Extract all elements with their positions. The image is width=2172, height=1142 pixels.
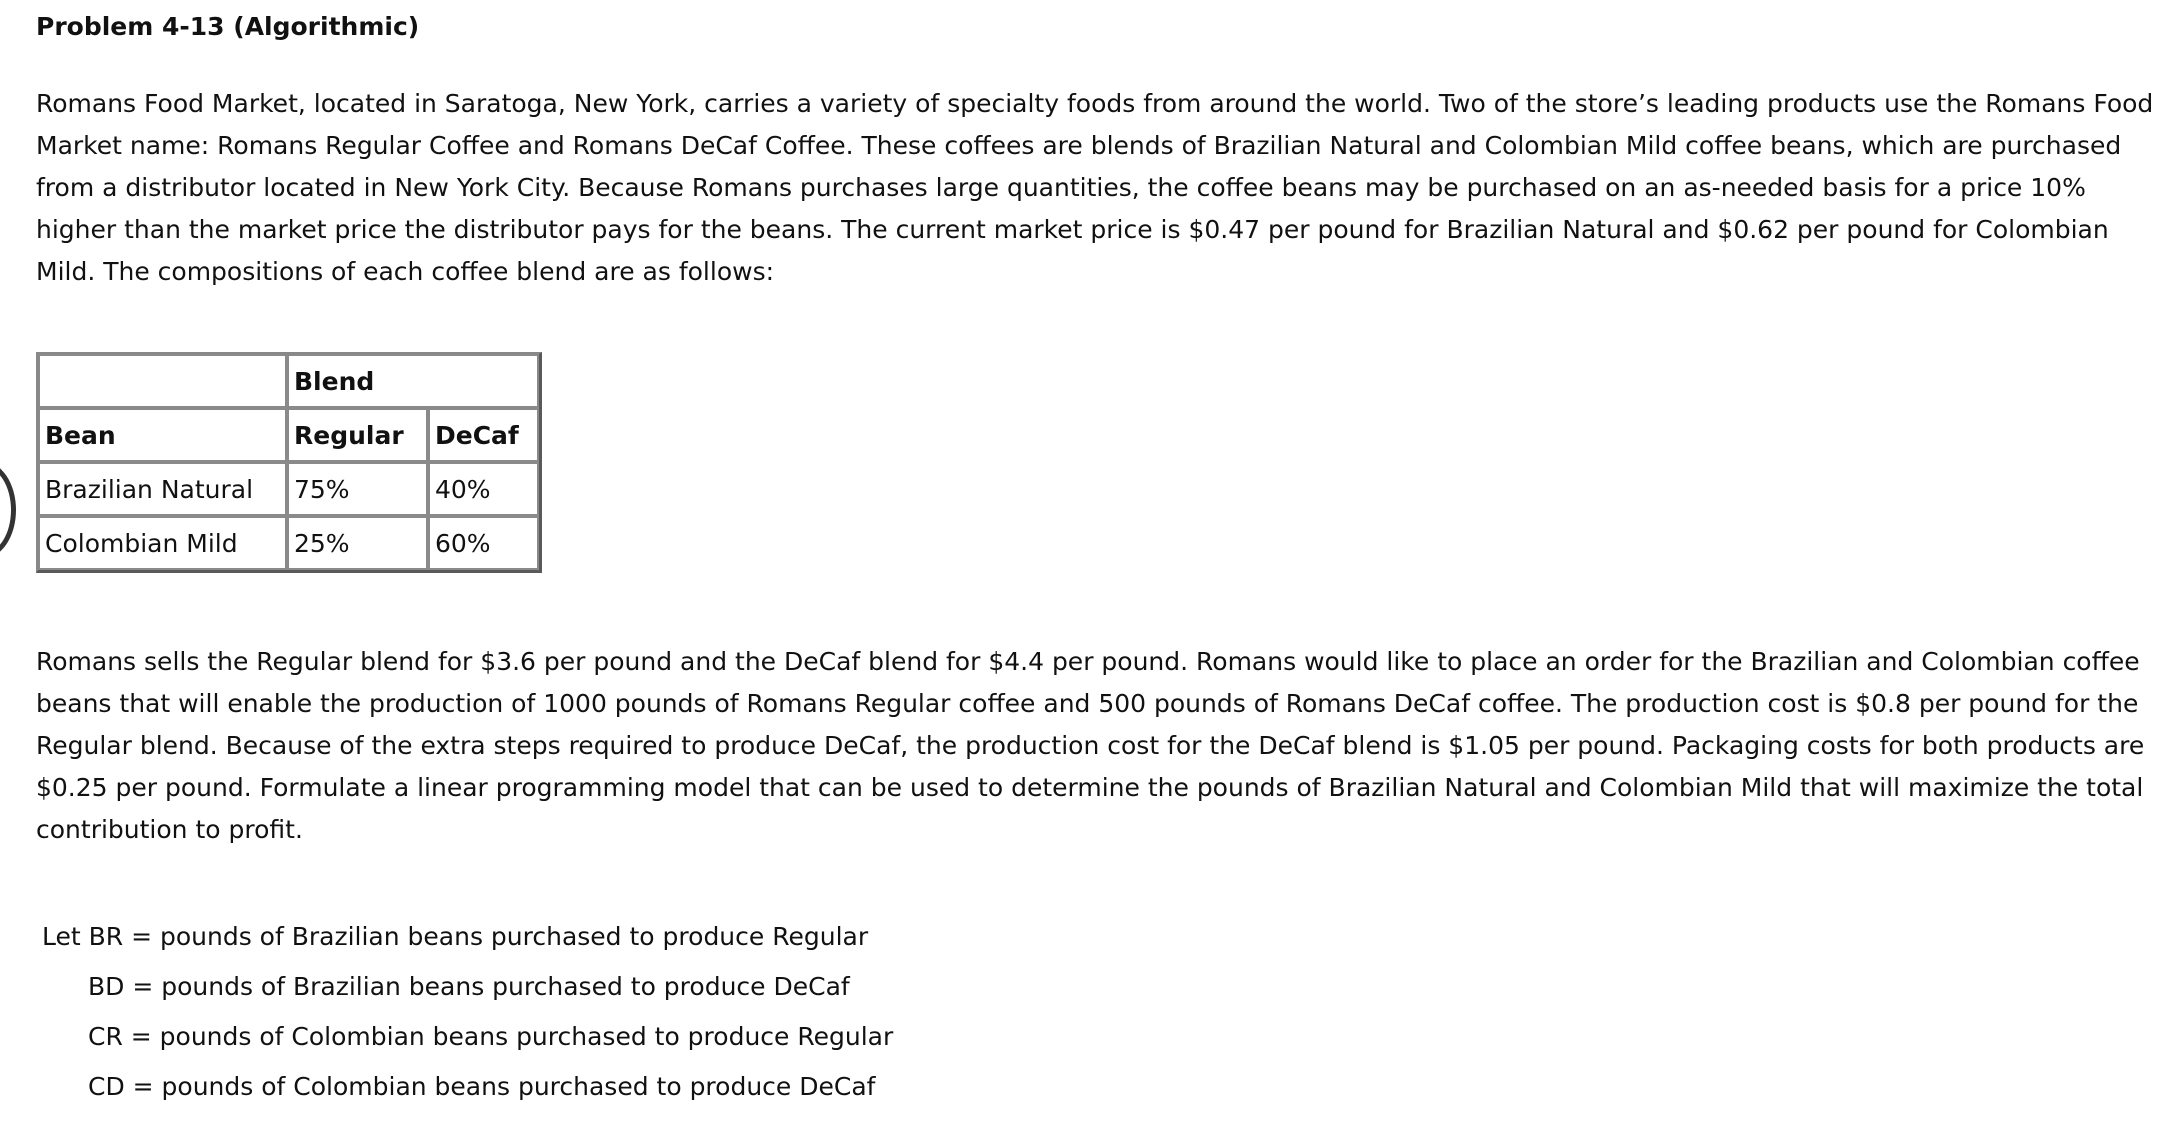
table-group-header: Blend (287, 354, 539, 408)
table-cell-bean: Brazilian Natural (38, 462, 287, 516)
table-cell-bean: Colombian Mild (38, 516, 287, 570)
table-header-decaf: DeCaf (428, 408, 539, 462)
table-cell-regular: 75% (287, 462, 428, 516)
table-cell-decaf: 40% (428, 462, 539, 516)
definition-cd: CD = pounds of Colombian beans purchased to produce DeCaf (88, 1072, 876, 1101)
definition-br: Let BR = pounds of Brazilian beans purchased to produce Regular (42, 922, 869, 951)
table-row-headers (38, 408, 539, 462)
table-corner-cell (38, 354, 287, 408)
definition-bd: BD = pounds of Brazilian beans purchased to produce DeCaf (88, 972, 850, 1001)
table-cell-decaf: 60% (428, 516, 539, 570)
table-row (38, 462, 539, 516)
second-paragraph: Romans sells the Regular blend for $3.6 per pound and the DeCaf blend for $4.4 per pound. Romans would like to place an order for the Brazilian and Colombian coffee beans that will enable the production of 1000 pounds of Romans Regular coffee and 500 pounds of Romans DeCaf coffee. The production cost is $0.8 per pound for the Regular blend. Because of the extra steps required to produce DeCaf, the production cost for the DeCaf blend is $1.05 per pound. Packaging costs for both products are $0.25 per pound. Formulate a linear programming model that can be used to determine the pounds of Brazilian Natural and Colombian Mild that will maximize the total contribution to profit. (36, 647, 2145, 844)
problem-title: Problem 4-13 (Algorithmic) (36, 12, 420, 41)
table-header-bean: Bean (38, 408, 287, 462)
table-row-group-header (38, 354, 539, 408)
variable-definitions (42, 912, 893, 1112)
blend-composition-table (36, 352, 542, 573)
definition-cr: CR = pounds of Colombian beans purchased to produce Regular (88, 1022, 894, 1051)
table-row (38, 516, 539, 570)
table-cell-regular: 25% (287, 516, 428, 570)
scroll-handle-arc (0, 462, 16, 558)
table-header-regular: Regular (287, 408, 428, 462)
intro-paragraph: Romans Food Market, located in Saratoga, New York, carries a variety of specialty foods from around the world. Two of the store’s leading products use the Romans Food Market name: Romans Regular Coffee and Romans DeCaf Coffee. These coffees are blends of Brazilian Natural and Colombian Mild coffee beans, which are purchased from a distributor located in New York City. Because Romans purchases large quantities, the coffee beans may be purchased on an as-needed basis for a price 10% higher than the market price the distributor pays for the beans. The current market price is $0.47 per pound for Brazilian Natural and $0.62 per pound for Colombian Mild. The compositions of each coffee blend are as follows: (36, 89, 2154, 286)
